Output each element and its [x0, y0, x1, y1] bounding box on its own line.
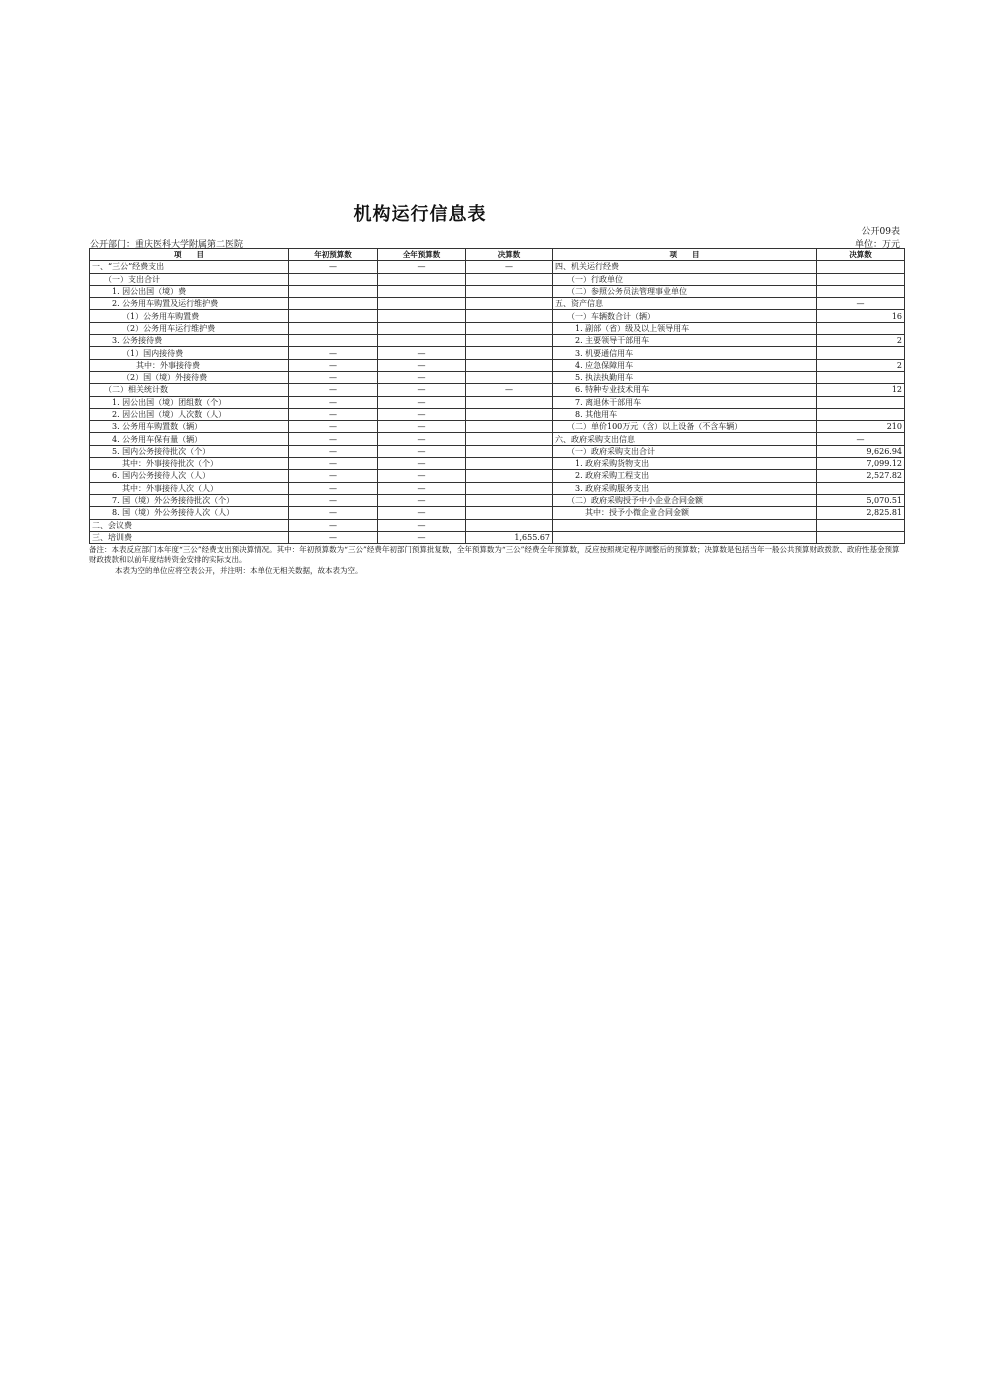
left-item-cell: 7. 国（境）外公务接待批次（个）: [90, 494, 289, 506]
left-item-cell: 二、会议费: [90, 519, 289, 531]
budget-initial-cell: —: [289, 347, 378, 359]
table-header-row: [90, 249, 905, 261]
budget-full-cell: [378, 273, 466, 285]
budget-full-cell: —: [378, 531, 466, 543]
budget-initial-cell: —: [289, 531, 378, 543]
right-item-cell: 3. 政府采购服务支出: [553, 482, 817, 494]
right-final-cell: 9,626.94: [817, 445, 905, 457]
empty-table-note: 本表为空的单位应将空表公开，并注明：本单位无相关数据，故本表为空。: [115, 566, 363, 575]
table-row: [90, 298, 905, 310]
table-row: [90, 458, 905, 470]
left-item-cell: （二）相关统计数: [90, 384, 289, 396]
budget-full-cell: —: [378, 433, 466, 445]
final-cell: —: [466, 261, 553, 273]
left-item-cell: 其中：外事接待费: [90, 359, 289, 371]
table-row: [90, 371, 905, 383]
right-item-cell: （一）行政单位: [553, 273, 817, 285]
right-final-cell: [817, 261, 905, 273]
right-item-cell: （二）政府采购授予中小企业合同金额: [553, 494, 817, 506]
budget-initial-cell: —: [289, 494, 378, 506]
budget-initial-cell: —: [289, 507, 378, 519]
right-item-cell: 其中：授予小微企业合同金额: [553, 507, 817, 519]
header-final: 决算数: [466, 249, 553, 261]
budget-full-cell: —: [378, 470, 466, 482]
left-item-cell: 5. 国内公务接待批次（个）: [90, 445, 289, 457]
right-item-cell: 3. 机要通信用车: [553, 347, 817, 359]
budget-initial-cell: —: [289, 359, 378, 371]
budget-full-cell: —: [378, 507, 466, 519]
table-row: [90, 445, 905, 457]
budget-initial-cell: [289, 273, 378, 285]
budget-full-cell: [378, 335, 466, 347]
table-row: [90, 384, 905, 396]
right-final-cell: 2: [817, 359, 905, 371]
right-item-cell: 1. 政府采购货物支出: [553, 458, 817, 470]
budget-initial-cell: —: [289, 408, 378, 420]
final-cell: [466, 347, 553, 359]
left-item-cell: 6. 国内公务接待人次（人）: [90, 470, 289, 482]
budget-full-cell: —: [378, 494, 466, 506]
final-cell: [466, 322, 553, 334]
right-final-cell: [817, 408, 905, 420]
page-title: 机构运行信息表: [353, 204, 487, 225]
final-cell: [466, 458, 553, 470]
table-row: [90, 421, 905, 433]
final-cell: 1,655.67: [466, 531, 553, 543]
final-cell: [466, 482, 553, 494]
left-item-cell: 3. 公务接待费: [90, 335, 289, 347]
right-item-cell: [553, 519, 817, 531]
right-final-cell: 2,825.81: [817, 507, 905, 519]
final-cell: [466, 519, 553, 531]
left-item-cell: 三、培训费: [90, 531, 289, 543]
budget-initial-cell: —: [289, 421, 378, 433]
table-row: [90, 285, 905, 297]
table-row: [90, 310, 905, 322]
budget-initial-cell: [289, 322, 378, 334]
left-item-cell: 一、“三公”经费支出: [90, 261, 289, 273]
budget-full-cell: [378, 310, 466, 322]
left-item-cell: （2）国（境）外接待费: [90, 371, 289, 383]
budget-initial-cell: —: [289, 482, 378, 494]
right-final-cell: 2,527.82: [817, 470, 905, 482]
left-item-cell: 8. 国（境）外公务接待人次（人）: [90, 507, 289, 519]
right-item-cell: 四、机关运行经费: [553, 261, 817, 273]
right-final-cell: [817, 396, 905, 408]
department-label: 公开部门：重庆医科大学附属第二医院: [90, 240, 244, 250]
final-cell: [466, 445, 553, 457]
budget-initial-cell: —: [289, 445, 378, 457]
budget-full-cell: —: [378, 408, 466, 420]
budget-initial-cell: —: [289, 433, 378, 445]
budget-full-cell: [378, 285, 466, 297]
final-cell: [466, 371, 553, 383]
right-item-cell: 六、政府采购支出信息: [553, 433, 817, 445]
table-row: [90, 507, 905, 519]
right-final-cell: 7,099.12: [817, 458, 905, 470]
table-row: [90, 531, 905, 543]
unit-label: 单位：万元: [854, 240, 900, 250]
budget-full-cell: —: [378, 482, 466, 494]
table-row: [90, 494, 905, 506]
budget-initial-cell: [289, 310, 378, 322]
left-item-cell: 4. 公务用车保有量（辆）: [90, 433, 289, 445]
left-item-cell: （2）公务用车运行维护费: [90, 322, 289, 334]
table-row: [90, 347, 905, 359]
right-final-cell: —: [817, 433, 905, 445]
budget-full-cell: —: [378, 421, 466, 433]
budget-full-cell: [378, 322, 466, 334]
left-item-cell: 3. 公务用车购置数（辆）: [90, 421, 289, 433]
right-item-cell: 7. 离退休干部用车: [553, 396, 817, 408]
header-right-final: 决算数: [817, 249, 905, 261]
budget-initial-cell: —: [289, 384, 378, 396]
header-left-item: 项 目: [90, 249, 289, 261]
form-number: 公开09表: [861, 227, 900, 237]
final-cell: [466, 470, 553, 482]
final-cell: [466, 396, 553, 408]
budget-full-cell: —: [378, 347, 466, 359]
table-row: [90, 482, 905, 494]
remark-note: 备注：本表反应部门本年度“三公”经费支出预决算情况。其中：年初预算数为“三公”经费年初部门预算批复数，全年预算数为“三公”经费全年预算数，反应按照规定程序调整后的预算数；决算数是包括当年一般公共预算财政拨款、政府性基金预算财政拨款和以前年度结转资金安排的实际支出。: [89, 545, 900, 564]
budget-initial-cell: —: [289, 458, 378, 470]
right-item-cell: 1. 副部（省）级及以上领导用车: [553, 322, 817, 334]
table-row: [90, 470, 905, 482]
budget-initial-cell: —: [289, 519, 378, 531]
table-row: [90, 273, 905, 285]
left-item-cell: 其中：外事接待批次（个）: [90, 458, 289, 470]
right-item-cell: 8. 其他用车: [553, 408, 817, 420]
info-table: [89, 248, 905, 544]
left-item-cell: （1）公务用车购置费: [90, 310, 289, 322]
budget-full-cell: —: [378, 445, 466, 457]
budget-full-cell: —: [378, 396, 466, 408]
final-cell: [466, 285, 553, 297]
right-item-cell: （二）参照公务员法管理事业单位: [553, 285, 817, 297]
right-item-cell: （一）政府采购支出合计: [553, 445, 817, 457]
right-final-cell: [817, 531, 905, 543]
budget-initial-cell: —: [289, 261, 378, 273]
final-cell: [466, 298, 553, 310]
right-final-cell: 2: [817, 335, 905, 347]
budget-initial-cell: —: [289, 396, 378, 408]
right-item-cell: 2. 主要领导干部用车: [553, 335, 817, 347]
final-cell: [466, 359, 553, 371]
budget-initial-cell: [289, 298, 378, 310]
final-cell: [466, 494, 553, 506]
left-item-cell: （一）支出合计: [90, 273, 289, 285]
header-budget-full: 全年预算数: [378, 249, 466, 261]
header-budget-initial: 年初预算数: [289, 249, 378, 261]
final-cell: [466, 421, 553, 433]
final-cell: [466, 273, 553, 285]
right-final-cell: [817, 285, 905, 297]
right-final-cell: —: [817, 298, 905, 310]
right-item-cell: 6. 特种专业技术用车: [553, 384, 817, 396]
right-item-cell: （一）车辆数合计（辆）: [553, 310, 817, 322]
table-row: [90, 335, 905, 347]
budget-full-cell: —: [378, 519, 466, 531]
final-cell: [466, 433, 553, 445]
budget-full-cell: —: [378, 371, 466, 383]
budget-initial-cell: [289, 335, 378, 347]
left-item-cell: 1. 因公出国（境）费: [90, 285, 289, 297]
budget-initial-cell: —: [289, 371, 378, 383]
table-row: [90, 261, 905, 273]
right-final-cell: 210: [817, 421, 905, 433]
right-final-cell: [817, 519, 905, 531]
right-final-cell: [817, 322, 905, 334]
right-final-cell: [817, 347, 905, 359]
right-final-cell: 12: [817, 384, 905, 396]
right-item-cell: [553, 531, 817, 543]
budget-full-cell: —: [378, 384, 466, 396]
budget-full-cell: —: [378, 261, 466, 273]
right-final-cell: [817, 273, 905, 285]
right-final-cell: 5,070.51: [817, 494, 905, 506]
right-final-cell: [817, 482, 905, 494]
right-item-cell: 五、资产信息: [553, 298, 817, 310]
left-item-cell: 2. 公务用车购置及运行维护费: [90, 298, 289, 310]
table-row: [90, 433, 905, 445]
final-cell: [466, 408, 553, 420]
budget-full-cell: —: [378, 458, 466, 470]
left-item-cell: 2. 因公出国（境）人次数（人）: [90, 408, 289, 420]
right-item-cell: 2. 政府采购工程支出: [553, 470, 817, 482]
table-row: [90, 408, 905, 420]
table-row: [90, 396, 905, 408]
header-right-item: 项 目: [553, 249, 817, 261]
final-cell: [466, 310, 553, 322]
right-item-cell: 4. 应急保障用车: [553, 359, 817, 371]
right-item-cell: （二）单价100万元（含）以上设备（不含车辆）: [553, 421, 817, 433]
left-item-cell: （1）国内接待费: [90, 347, 289, 359]
right-final-cell: [817, 371, 905, 383]
final-cell: —: [466, 384, 553, 396]
table-row: [90, 322, 905, 334]
right-item-cell: 5. 执法执勤用车: [553, 371, 817, 383]
budget-full-cell: —: [378, 359, 466, 371]
table-row: [90, 359, 905, 371]
final-cell: [466, 335, 553, 347]
final-cell: [466, 507, 553, 519]
budget-initial-cell: [289, 285, 378, 297]
left-item-cell: 其中：外事接待人次（人）: [90, 482, 289, 494]
budget-initial-cell: —: [289, 470, 378, 482]
table-row: [90, 519, 905, 531]
budget-full-cell: [378, 298, 466, 310]
right-final-cell: 16: [817, 310, 905, 322]
left-item-cell: 1. 因公出国（境）团组数（个）: [90, 396, 289, 408]
